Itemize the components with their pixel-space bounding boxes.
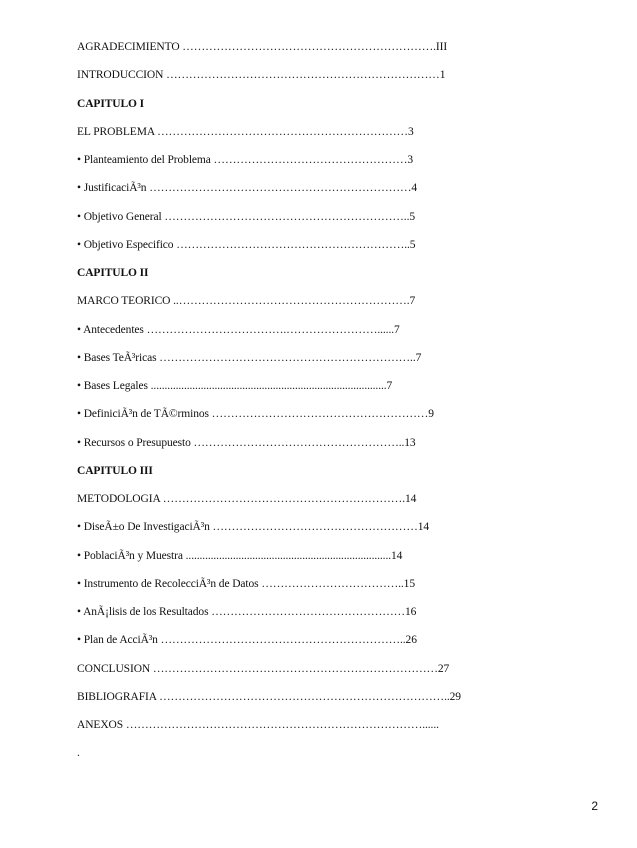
toc-entry: • Bases Legales .....................................................................................7: [77, 380, 393, 392]
toc-entry: .: [77, 747, 80, 760]
toc-entry: • DefiniciÃ³n de TÃ©rminos …………………………………………………9: [77, 408, 434, 421]
toc-entry: ANEXOS ……………………………………………………………………......: [77, 719, 439, 731]
toc-entry: • Antecedentes ……………………………….……………………......7: [77, 323, 400, 336]
toc-entry: INTRODUCCION ………………………………………………………………1: [77, 69, 446, 82]
toc-entry: • Bases TeÃ³ricas …………………………………………………………..7: [77, 351, 422, 364]
toc-entry: • Objetivo Especifico ……………………………………………………..5: [77, 238, 416, 251]
toc-entry: • AnÃ¡lisis de los Resultados ……………………………………………16: [77, 606, 417, 618]
toc-entry: EL PROBLEMA …………………………………………………………3: [77, 125, 414, 138]
toc-heading: CAPITULO I: [77, 97, 145, 110]
toc-heading: CAPITULO III: [77, 464, 153, 477]
toc-entry: • Plan de AcciÃ³n ………………………………………………………..26: [77, 634, 417, 647]
toc-entry: • Planteamiento del Problema ……………………………………………3: [77, 154, 413, 166]
toc-entry: BIBLIOGRAFIA …………………………………………………………………..29: [77, 690, 461, 703]
toc-entry: MARCO TEORICO ..…………………………………………………….7: [77, 295, 416, 308]
toc-heading: CAPITULO II: [77, 267, 149, 279]
toc-entry: • DiseÃ±o De InvestigaciÃ³n ………………………………………………14: [77, 521, 430, 534]
toc-entry: • Recursos o Presupuesto ………………………………………………..13: [77, 436, 416, 449]
toc-entry: • PoblaciÃ³n y Muestra ..........................................................................14: [77, 549, 403, 562]
toc-entry: AGRADECIMIENTO ………………………………………………………….III: [77, 41, 448, 53]
toc-entry: CONCLUSION …………………………………………………………………27: [77, 662, 450, 675]
toc-entry: METODOLOGIA ……………………………………………………….14: [77, 493, 417, 505]
toc-entry: • Objetivo General ………………………………………………………..5: [77, 210, 415, 223]
toc-entry: • Instrumento de RecolecciÃ³n de Datos ………………………………..15: [77, 577, 415, 590]
page-number: 2: [591, 799, 598, 813]
toc-entry: • JustificaciÃ³n ……………………………………………………………4: [77, 182, 418, 195]
